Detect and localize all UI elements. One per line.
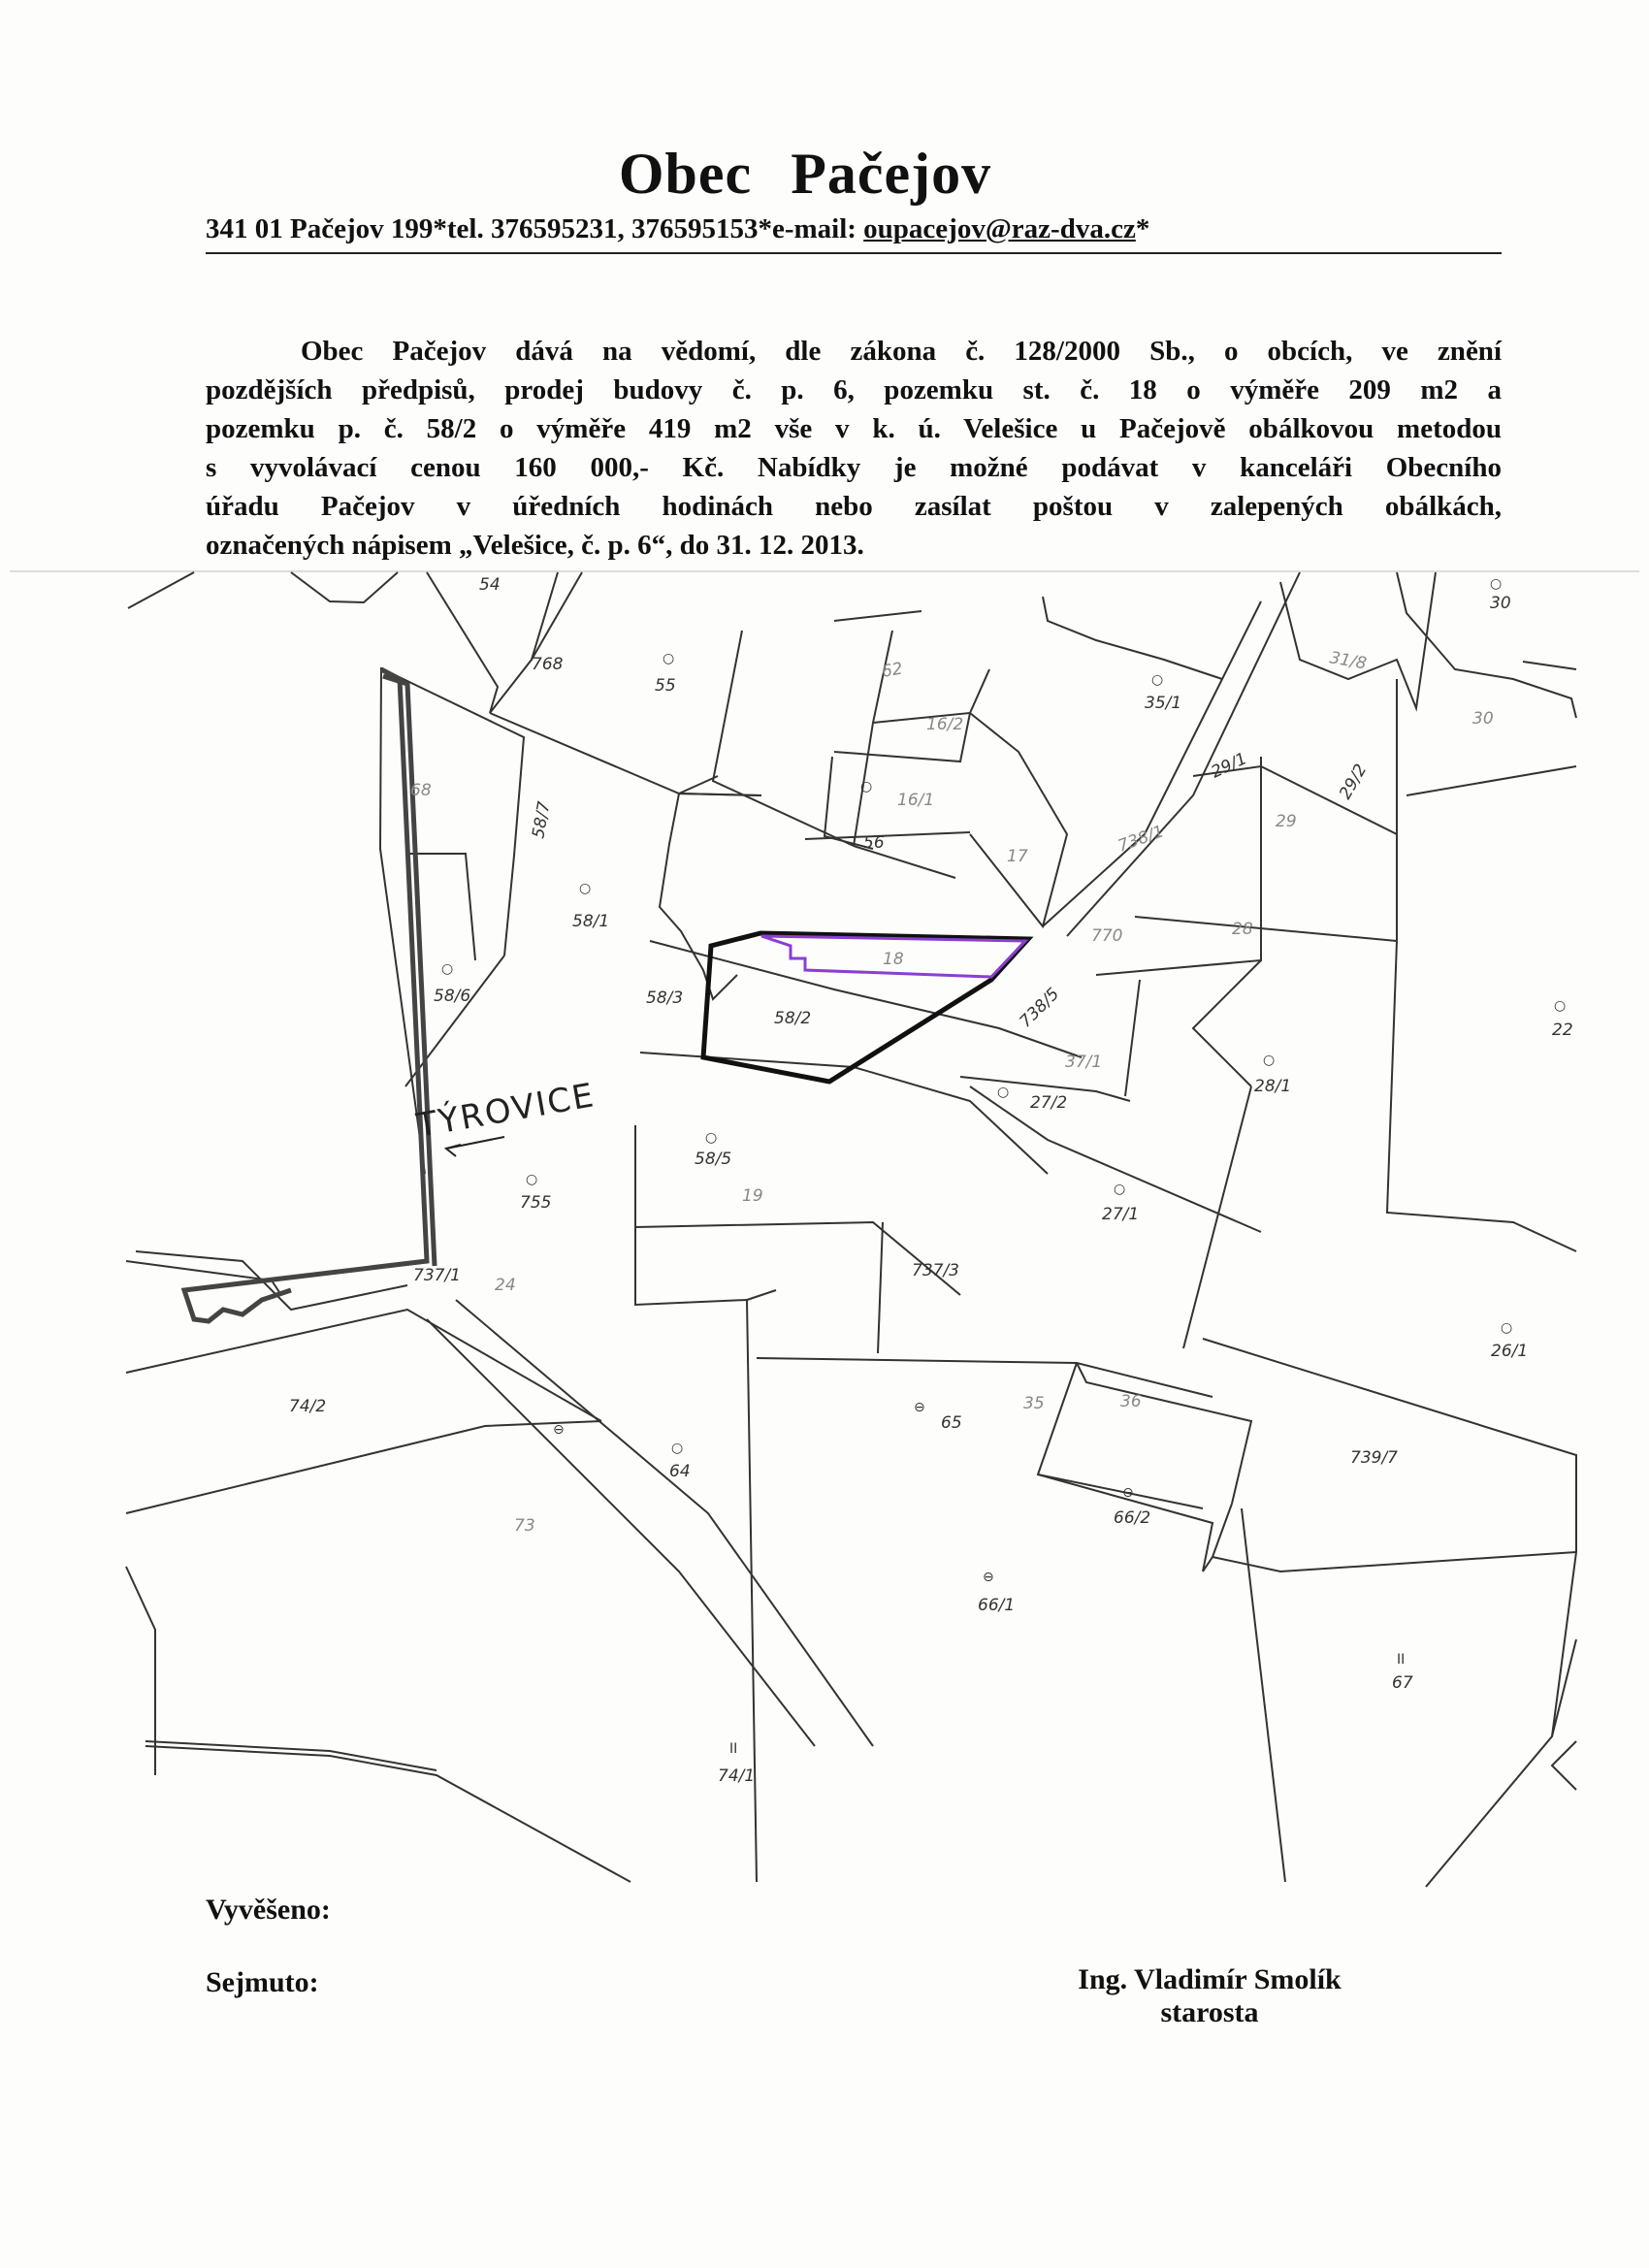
title-word-obec: Obec [618,142,753,206]
parcel-label: 770 [1091,926,1123,946]
svg-text:⊖: ⊖ [1122,1485,1134,1501]
parcel-label: 74/1 [718,1766,756,1786]
street-label-group [412,1075,598,1156]
notice-line: Obec Pačejov dává na vědomí, dle zákona č. 128/2000 Sb., o obcích, ve znění [301,336,1502,367]
parcel-label: 755 [520,1193,552,1213]
svg-text:⊖: ⊖ [553,1422,565,1438]
parcel-label: 68 [410,781,432,800]
parcel-label: 54 [479,575,501,595]
parcel-label: 58/1 [572,912,610,931]
parcel-label: 22 [1552,1021,1573,1040]
parcel-label: 35/1 [1145,694,1182,713]
parcel-label: 55 [655,676,676,696]
parcel-label: 17 [1007,847,1028,866]
svg-text:○: ○ [579,881,592,896]
svg-text:II: II [1397,1652,1406,1668]
parcel-label: 31/8 [1328,648,1369,674]
parcel-label: 19 [742,1186,763,1206]
parcel-label: 58/7 [529,799,555,840]
svg-text:⊖: ⊖ [914,1400,925,1415]
svg-text:○: ○ [705,1130,718,1146]
signatory-name: Ing. Vladimír Smolík [1078,1963,1342,1995]
parcel-label: 30 [1490,594,1511,613]
contact-line [206,213,1467,245]
street-label: TÝROVICE [413,1076,598,1146]
svg-text:○: ○ [997,1085,1010,1100]
parcel-label: 66/1 [978,1596,1016,1615]
svg-text:○: ○ [663,651,675,666]
page-title [0,141,1610,208]
parcel-label: 29/1 [1208,749,1250,783]
cadastral-border [184,669,435,1321]
parcel-label: 65 [941,1413,962,1433]
parcel-label: 36 [1120,1392,1142,1411]
contact-suffix: * [1135,213,1150,244]
svg-text:○: ○ [860,779,873,794]
parcel-label: 27/2 [1030,1093,1068,1113]
parcel-label: 58/6 [434,987,471,1006]
svg-text:○: ○ [671,1441,684,1456]
svg-text:○: ○ [1263,1053,1276,1068]
parcel-label: 27/1 [1102,1205,1140,1224]
svg-text:⊖: ⊖ [983,1570,994,1585]
notice-text [206,332,1502,565]
parcel-label: 18 [883,950,904,969]
contact-address: 341 01 Pačejov 199*tel. 376595231, 376595153*e-mail: [206,213,864,244]
parcel-label: 67 [1392,1673,1413,1693]
removed-label: Sejmuto: [206,1966,319,1998]
cadastral-map [0,567,1649,1896]
header-divider [206,252,1502,254]
parcel-label: 58/3 [646,988,684,1008]
parcel-label: 737/3 [912,1261,959,1280]
svg-text:○: ○ [1501,1320,1513,1336]
parcel-label: 28/1 [1254,1077,1292,1096]
parcel-labels [289,575,1573,1786]
parcel-label: 62 [880,659,905,682]
svg-text:○: ○ [441,961,454,977]
notice-line: označených nápisem „Velešice, č. p. 6“, do 31. 12. 2013. [206,530,864,561]
parcel-label: 29 [1276,812,1297,831]
parcel-label: 768 [532,655,564,674]
parcel-label: 29/2 [1336,761,1372,803]
svg-text:II: II [729,1741,738,1757]
signatory-role: starosta [1160,1996,1259,2028]
svg-text:○: ○ [1114,1182,1126,1197]
parcel-label: 58/2 [774,1009,812,1028]
notice-line: pozdějších předpisů, prodej budovy č. p. 6, pozemku st. č. 18 o výměře 209 m2 a [206,374,1502,405]
parcel-label: 30 [1472,709,1494,729]
parcel-label: 66/2 [1114,1508,1151,1528]
parcel-label: 35 [1023,1394,1045,1413]
svg-text:○: ○ [1151,672,1164,688]
notice-line: úřadu Pačejov v úředních hodinách nebo zasílat poštou v zalepených obálkách, [206,491,1502,522]
parcel-label: 16/1 [897,791,935,810]
parcel-label: 56 [863,833,885,853]
title-word-name: Pačejov [791,142,992,206]
parcel-label: 28 [1232,920,1253,939]
parcel-label: 26/1 [1491,1342,1529,1361]
parcel-label: 37/1 [1065,1053,1103,1072]
posted-label: Vyvěšeno: [206,1894,331,1926]
svg-text:○: ○ [1554,998,1567,1014]
parcel-label: 74/2 [289,1397,327,1416]
svg-text:○: ○ [1490,576,1503,592]
parcel-label: 64 [669,1462,691,1481]
notice-line: s vyvolávací cenou 160 000,- Kč. Nabídky je možné podávat v kanceláři Obecního [206,452,1502,483]
email-link[interactable]: oupacejov@raz-dva.cz [863,213,1136,244]
parcel-label: 24 [495,1276,516,1295]
parcel-label: 73 [514,1516,535,1536]
parcel-label: 58/5 [695,1150,732,1169]
parcel-label: 739/7 [1350,1448,1398,1468]
parcel-label: 737/1 [413,1266,461,1285]
parcel-label: 738/1 [1115,822,1167,857]
parcel-label: 738/5 [1016,984,1064,1032]
parcel-label: 16/2 [926,715,964,734]
notice-line: pozemku p. č. 58/2 o výměře 419 m2 vše v k. ú. Velešice u Pačejově obálkovou metodou [206,413,1502,444]
svg-text:○: ○ [526,1172,538,1187]
